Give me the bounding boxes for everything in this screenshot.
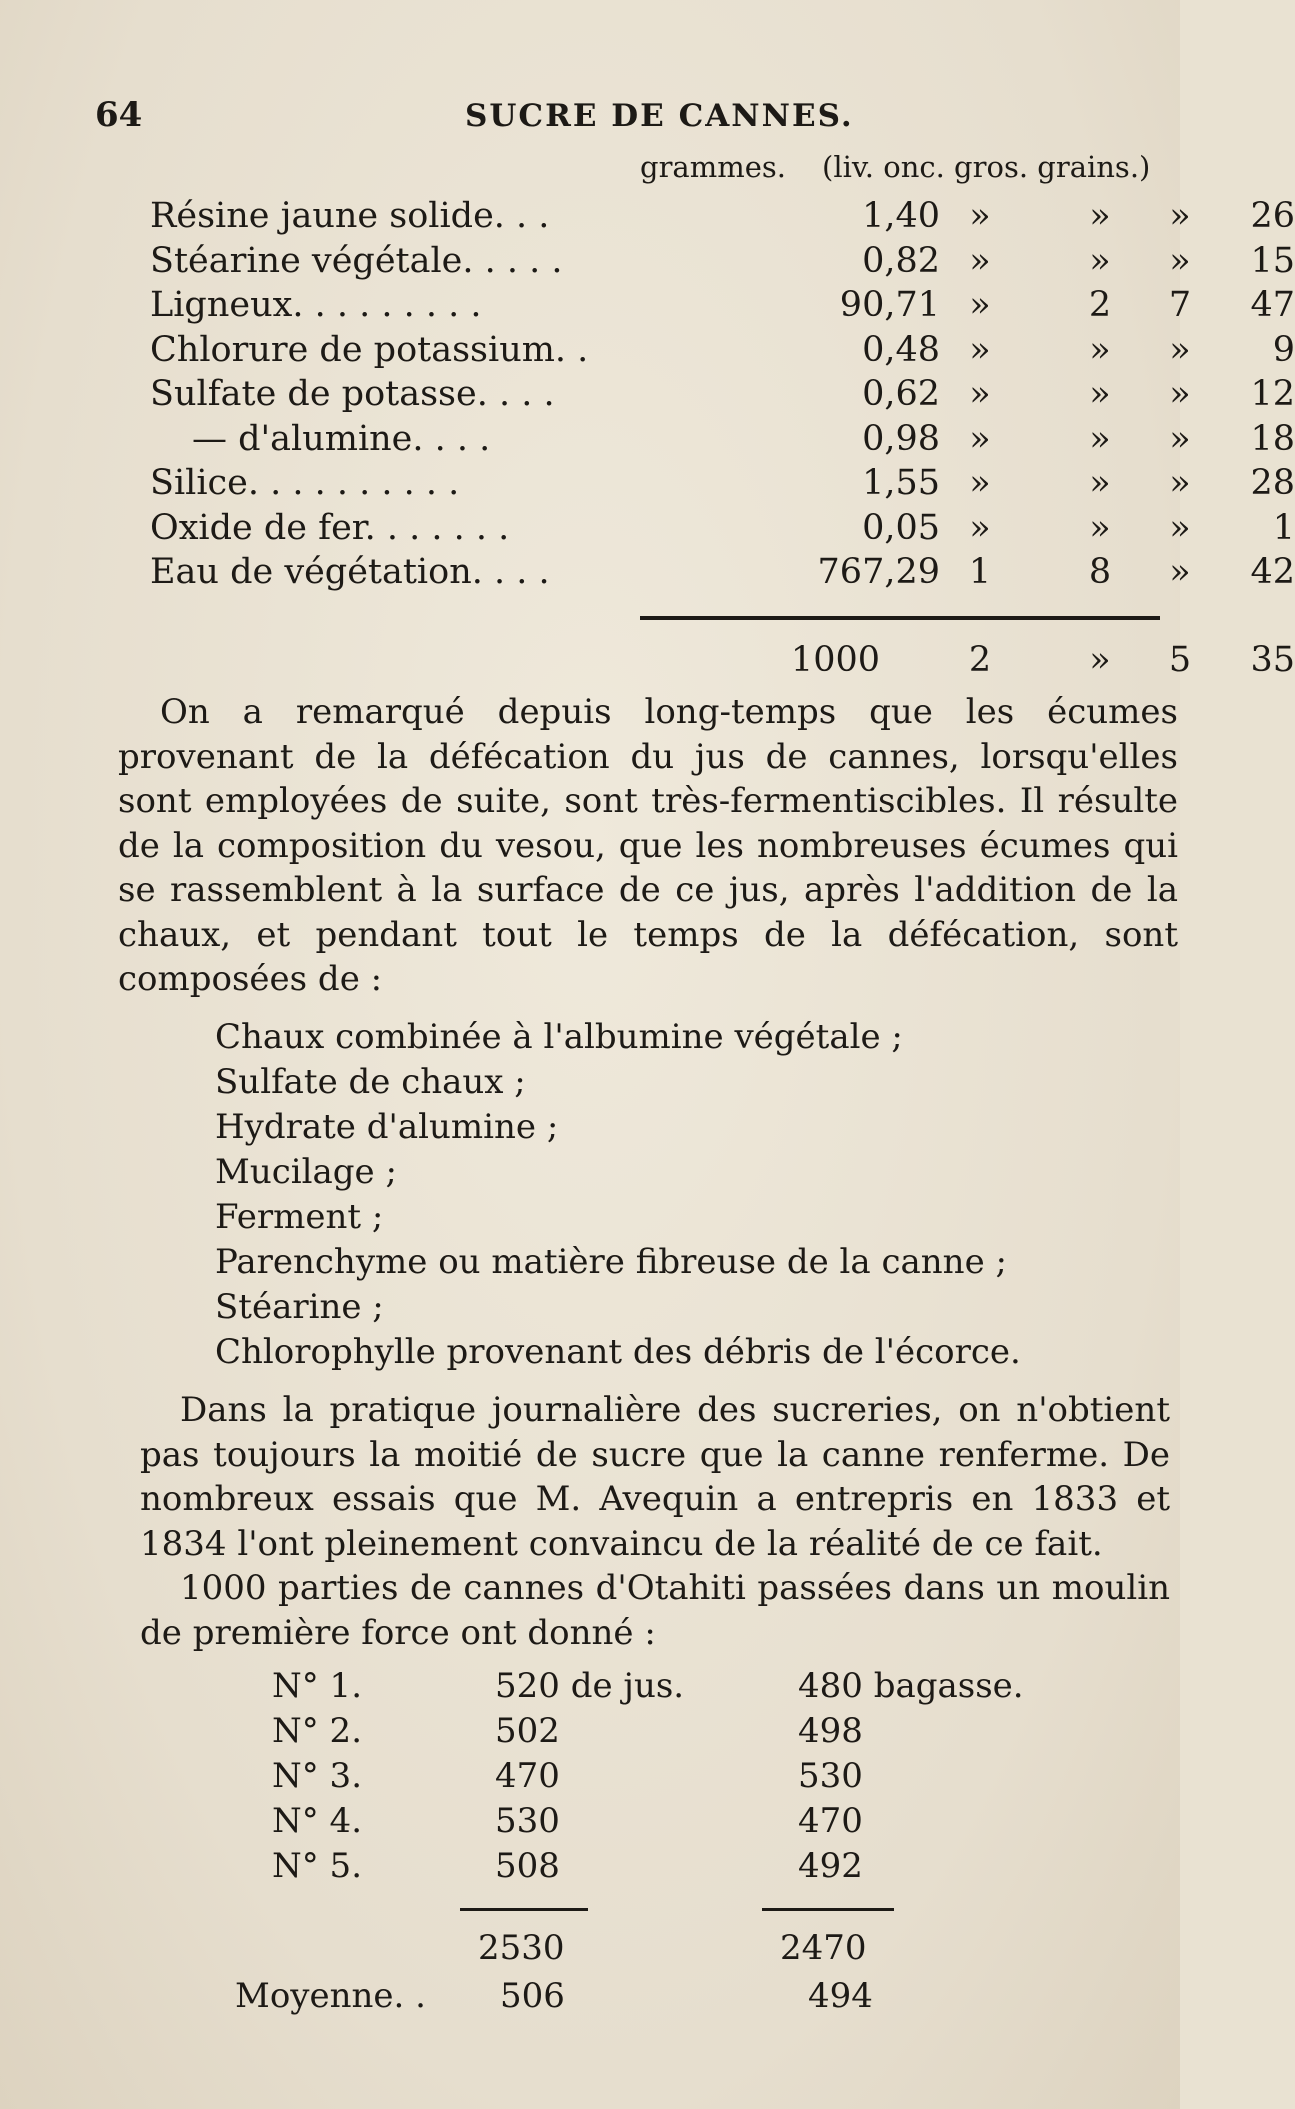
trial-number: N° 1. [272,1666,362,1706]
table-row [150,374,1295,418]
onces-value: » [1089,463,1111,503]
table-row [150,507,1295,552]
average-label: Moyenne. . [235,1976,426,2016]
bagasse-value: 492 [798,1846,863,1886]
total-bagasse: 2470 [780,1928,867,1968]
total-grams: 1000 [790,640,880,680]
ingredient-label: Oxide de fer. . . . . . . [150,507,510,548]
onces-value: » [1089,507,1111,548]
trial-number: N° 3. [272,1756,362,1796]
total-liv: 2 [968,640,992,680]
page-number: 64 [95,95,143,135]
grams-column-header: grammes. [640,150,786,184]
livres-value: » [969,374,991,414]
jus-value: 530 [495,1801,560,1841]
grains-value: 42 [1250,552,1295,592]
list-item: Stéarine ; [215,1287,384,1327]
ingredient-label: Eau de végétation. . . . [150,552,550,592]
ingredient-label: Ligneux. . . . . . . . . [150,285,482,325]
bagasse-value: 470 [798,1801,863,1841]
trials-average-row [0,1976,1180,2020]
table-row [150,285,1295,329]
table-row [0,1711,1180,1755]
ingredient-label: Stéarine végétale. . . . . [150,240,563,281]
table-row [150,552,1295,596]
list-item: Mucilage ; [215,1152,397,1192]
ingredient-label: Résine jaune solide. . . [150,196,550,236]
onces-value: » [1089,196,1111,236]
list-item: Chaux combinée à l'albumine végétale ; [215,1017,903,1057]
grains-value: 9 [1272,329,1295,370]
table-row [0,1756,1180,1800]
total-onc: » [1089,640,1111,680]
paragraph-otahiti: 1000 parties de cannes d'Otahiti passées dans un moulin de première force ont donné : [140,1568,1170,1653]
composition-total-row [150,640,1295,684]
ingredient-label: Silice. . . . . . . . . . [150,463,460,503]
bagasse-value: 498 [798,1711,863,1751]
jus-value: 470 [495,1756,560,1796]
trials-total-row [0,1928,1180,1972]
table-row [0,1846,1180,1890]
onces-value: » [1089,418,1111,459]
grains-value: 47 [1250,285,1295,325]
jus-value: 502 [495,1711,560,1751]
livres-value: » [969,329,991,370]
paragraph-ecumes: On a remarqué depuis long-temps que les écumes provenant de la défécation du jus de cannes, lorsqu'elles sont employées de suite, sont très-fermentiscibles. Il résulte de la composition du vesou, que les nombreuses écumes qui se rassemblent à la surface de ce jus, après l'addition de la chaux, et pendant tout le temps de la défécation, sont composées de : [118,692,1178,999]
average-jus: 506 [500,1976,565,2016]
grams-value: 0,98 [862,418,940,459]
bagasse-value: 480 bagasse. [798,1666,1024,1706]
trial-number: N° 5. [272,1846,362,1886]
livres-value: » [969,418,991,459]
table-row [0,1801,1180,1845]
gros-value: » [1169,329,1191,370]
gros-value: » [1169,552,1191,592]
grains-value: 15 [1250,240,1295,281]
onces-value: » [1089,374,1111,414]
jus-value: 508 [495,1846,560,1886]
list-item: Parenchyme ou matière fibreuse de la canne ; [215,1242,1007,1282]
livres-value: » [969,507,991,548]
list-item: Sulfate de chaux ; [215,1062,526,1102]
gros-value: » [1169,374,1191,414]
grams-value: 0,48 [862,329,940,370]
list-item: Ferment ; [215,1197,384,1237]
trial-number: N° 2. [272,1711,362,1751]
running-title: SUCRE DE CANNES. [465,98,854,134]
livres-value: » [969,285,991,325]
total-jus: 2530 [478,1928,565,1968]
grains-value: 12 [1250,374,1295,414]
ingredient-label: Chlorure de potassium. . [150,329,589,370]
grains-value: 1 [1272,507,1295,548]
ingredient-label: Sulfate de potasse. . . . [150,374,555,414]
paragraph-pratique: Dans la pratique journalière des sucreries, on n'obtient pas toujours la moitié de sucre que la canne renferme. De nombreux essais que M. Avequin a entrepris en 1833 et 1834 l'ont pleinement convaincu de la réalité de ce fait. [140,1390,1170,1564]
grams-value: 1,40 [862,196,940,236]
bagasse-value: 530 [798,1756,863,1796]
onces-value: 2 [1088,285,1112,325]
livres-value: » [969,240,991,281]
list-item: Hydrate d'alumine ; [215,1107,559,1147]
table-row [150,463,1295,507]
list-item: Chlorophylle provenant des débris de l'écorce. [215,1332,1021,1372]
gros-value: » [1169,418,1191,459]
gros-value: » [1169,240,1191,281]
gros-value: » [1169,507,1191,548]
grains-value: 26 [1250,196,1295,236]
grams-value: 767,29 [817,552,940,592]
jus-sum-rule [460,1908,588,1911]
livres-value: » [969,196,991,236]
grams-value: 0,82 [862,240,940,281]
ingredient-label: — d'alumine. . . . [192,418,491,459]
livres-value: 1 [968,552,992,592]
table-row [150,329,1295,374]
grams-value: 1,55 [862,463,940,503]
gros-value: 7 [1168,285,1192,325]
grams-value: 0,62 [862,374,940,414]
trial-number: N° 4. [272,1801,362,1841]
average-bagasse: 494 [808,1976,873,2016]
table-row [0,1666,1180,1710]
gros-value: » [1169,463,1191,503]
bagasse-sum-rule [762,1908,894,1911]
table-total-rule [640,616,1160,620]
units-column-header: (liv. onc. gros. grains.) [822,150,1151,184]
total-grains: 35 [1250,640,1295,680]
grams-value: 90,71 [839,285,940,325]
total-gros: 5 [1168,640,1192,680]
grams-value: 0,05 [862,507,940,548]
grains-value: 18 [1250,418,1295,459]
onces-value: » [1089,329,1111,370]
table-row [150,240,1295,285]
grains-value: 28 [1250,463,1295,503]
components-list [215,1015,1021,1375]
gros-value: » [1169,196,1191,236]
onces-value: » [1089,240,1111,281]
onces-value: 8 [1088,552,1112,592]
table-row [150,196,1295,240]
jus-value: 520 de jus. [495,1666,685,1706]
livres-value: » [969,463,991,503]
table-row [150,418,1295,463]
